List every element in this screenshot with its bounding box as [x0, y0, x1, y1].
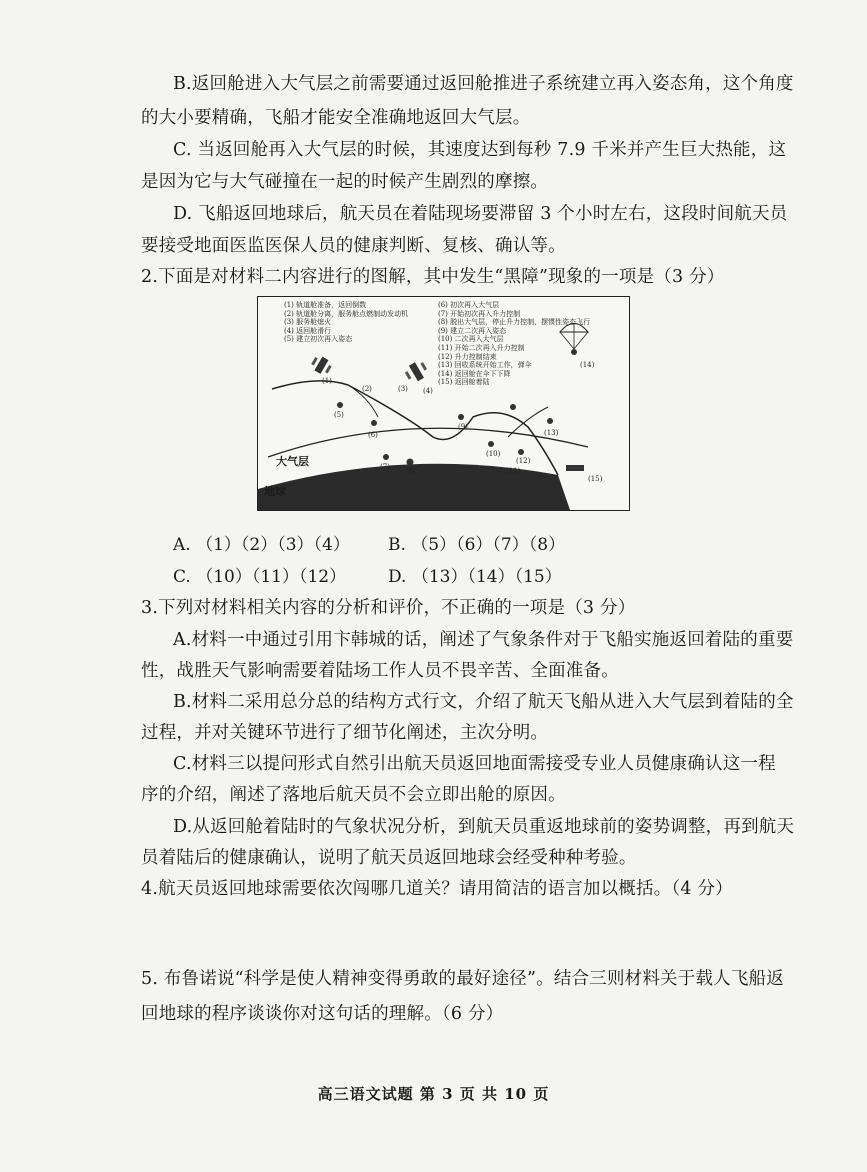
legend-item: (9) 建立二次再入姿态 — [438, 326, 507, 335]
legend-item: (10) 二次再入大气层 — [438, 335, 504, 344]
option-d-line2: 要接受地面医监医保人员的健康判断、复核、确认等。 — [141, 236, 566, 256]
question-5-line1: 5. 布鲁诺说“科学是使人精神变得勇敢的最好途径”。结合三则材料关于载人飞船返 — [141, 969, 784, 989]
marker-7: (7) — [380, 463, 390, 471]
marker-6: (6) — [368, 431, 378, 439]
reentry-diagram — [257, 296, 630, 511]
q2-option-d: D. （13）（14）（15） — [388, 567, 562, 587]
diagram-graphic — [258, 297, 629, 510]
atmosphere-label: 大气层 — [276, 455, 309, 468]
q2-option-b: B. （5）（6）（7）（8） — [388, 535, 566, 555]
earth-label: 地球 — [264, 485, 286, 498]
legend-item: (5) 建立初次再入姿态 — [284, 335, 353, 344]
legend-item: (2) 轨道舱分离，服务舱点燃制动发动机 — [284, 309, 409, 318]
spacecraft-icon — [311, 357, 331, 374]
capsule-icon — [547, 418, 553, 424]
capsule-icon — [371, 420, 377, 426]
capsule-icon — [407, 459, 414, 466]
marker-8: (8) — [406, 467, 416, 475]
marker-1: (1) — [322, 377, 332, 385]
marker-11: (11) — [506, 467, 521, 475]
q3-option-b-line2: 过程，并对关键环节进行了细节化阐述，主次分明。 — [141, 723, 549, 743]
marker-14: (14) — [580, 361, 595, 369]
marker-15: (15) — [588, 475, 603, 483]
question-2-title: 2.下面是对材料二内容进行的图解，其中发生“黑障”现象的一项是（3 分） — [141, 267, 725, 287]
q3-option-d-line1: D.从返回舱着陆时的气象状况分析，到航天员重返地球前的姿势调整，再到航天 — [173, 817, 795, 837]
option-c-line1: C. 当返回舱再入大气层的时候，其速度达到每秒 7.9 千米并产生巨大热能，这 — [173, 140, 787, 160]
option-b-line1: B.返回舱进入大气层之前需要通过返回舱推进子系统建立再入姿态角，这个角度 — [173, 74, 794, 94]
legend-item: (13) 回收系统开始工作，弹伞 — [438, 361, 532, 370]
spacecraft-icon — [405, 362, 427, 381]
legend-item: (7) 开始初次再入升力控制 — [438, 309, 521, 318]
capsule-icon — [458, 414, 464, 420]
option-b-line2: 的大小要精确，飞船才能安全准确地返回大气层。 — [141, 108, 531, 128]
marker-4: (4) — [423, 387, 433, 395]
marker-3: (3) — [398, 385, 408, 393]
legend-item: (8) 脱出大气层，停止升力控制，摆惯性姿态飞行 — [438, 318, 591, 327]
page-footer: 高三语文试题 第 3 页 共 10 页 — [317, 1085, 550, 1103]
option-d-line1: D. 飞船返回地球后，航天员在着陆现场要滞留 3 个小时左右，这段时间航天员 — [173, 204, 788, 224]
capsule-icon — [488, 441, 494, 447]
capsule-icon — [383, 454, 389, 460]
legend-item: (14) 返回舱在伞下下降 — [438, 369, 511, 378]
legend-item: (12) 升力控制结束 — [438, 352, 497, 361]
q2-option-c: C. （10）（11）（12） — [173, 567, 347, 587]
q3-option-c-line1: C.材料三以提问形式自然引出航天员返回地面需接受专业人员健康确认这一程 — [173, 754, 776, 774]
legend-item: (15) 返回舱着陆 — [438, 378, 490, 387]
q3-option-b-line1: B.材料二采用总分总的结构方式行文，介绍了航天飞船从进入大气层到着陆的全 — [173, 692, 794, 712]
capsule-icon — [510, 404, 516, 410]
legend-item: (4) 返回舱滑行 — [284, 326, 332, 335]
landed-capsule-icon — [566, 465, 584, 471]
legend-item: (6) 初次再入大气层 — [438, 301, 500, 309]
q3-option-a-line1: A.材料一中通过引用卞韩城的话，阐述了气象条件对于飞船实施返回着陆的重要 — [173, 630, 794, 650]
q3-option-a-line2: 性，战胜天气影响需要着陆场工作人员不畏辛苦、全面准备。 — [141, 661, 619, 681]
marker-12: (12) — [516, 457, 531, 465]
question-5-line2: 回地球的程序谈谈你对这句话的理解。（6 分） — [141, 1004, 504, 1024]
marker-2: (2) — [362, 385, 372, 393]
q3-option-c-line2: 序的介绍，阐述了落地后航天员不会立即出舱的原因。 — [141, 785, 566, 805]
marker-10: (10) — [486, 450, 501, 458]
parachute-icon — [560, 323, 588, 355]
legend-item: (3) 服务舱熄火 — [284, 318, 332, 327]
marker-9: (9) — [458, 423, 468, 431]
marker-5: (5) — [334, 411, 344, 419]
q3-option-d-line2: 员着陆后的健康确认，说明了航天员返回地球会经受种种考验。 — [141, 848, 637, 868]
capsule-icon — [337, 402, 343, 408]
question-3-title: 3.下列对材料相关内容的分析和评价，不正确的一项是（3 分） — [141, 598, 636, 618]
q2-option-a: A. （1）（2）（3）（4） — [173, 535, 350, 555]
legend-item: (11) 开始二次再入升力控制 — [438, 343, 525, 352]
question-4-title: 4.航天员返回地球需要依次闯哪几道关？请用简洁的语言加以概括。（4 分） — [141, 879, 733, 899]
option-c-line2: 是因为它与大气碰撞在一起的时候产生剧烈的摩擦。 — [141, 172, 549, 192]
capsule-icon — [518, 449, 524, 455]
marker-13: (13) — [544, 429, 559, 437]
legend-item: (1) 轨道舱准备，返回倒数 — [284, 301, 367, 309]
